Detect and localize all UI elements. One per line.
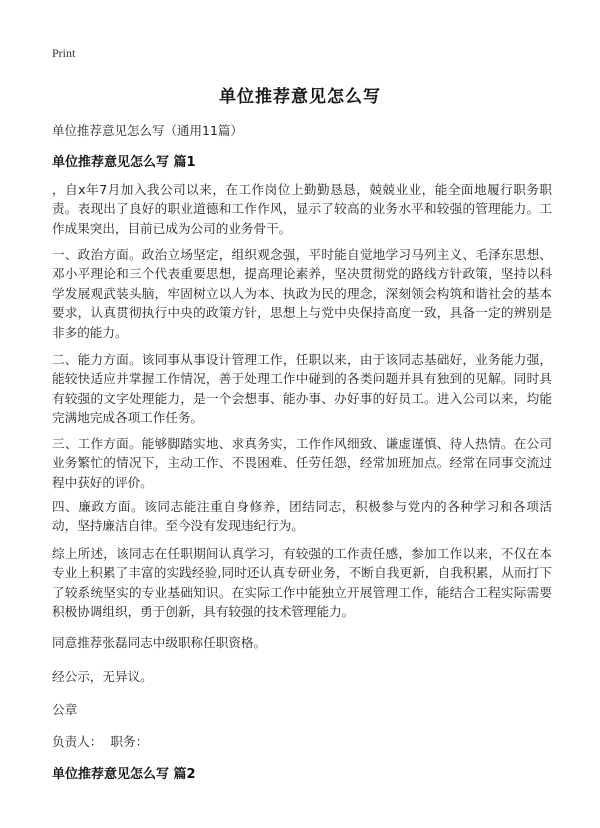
paragraph-politics: 一、政治方面。政治立场坚定，组织观念强，平时能自觉地学习马列主义、毛泽东思想、邓小平理论和三个代表重要思想，提高理论素养，坚决贯彻党的路线方针政策，坚持以科学发展观武装头脑，牢固树立以人为本、执政为民的理念，深刻领会构筑和谐社会的基本要求，认真贯彻执行中央的政策方针，思想上与党中央保持高度一致，具备一定的辨别是非多的能力。 (52, 247, 552, 340)
seal-line: 公章 (52, 702, 78, 717)
paragraph-integrity: 四、廉政方面。该同志能注重自身修养，团结同志，积极参与党内的各种学习和各项活动，坚持廉洁自律。至今没有发现违纪行为。 (52, 499, 552, 534)
paragraph-summary: 综上所述，该同志在任职期间认真学习，有较强的工作责任感，参加工作以来，不仅在本专业上积累了丰富的实践经验,同时还认真专研业务，不断自我更新，自我积累，从而打下了较系统坚实的专业基础知识。在实际工作中能独立开展管理工作，能结合工程实际需要积极协调组织，勇于创新，具有较强的技术管理能力。 (52, 546, 552, 620)
section-heading-2: 单位推荐意见怎么写 篇2 (52, 767, 196, 782)
paragraph-intro: ，自x年7月加入我公司以来，在工作岗位上勤勤恳恳，兢兢业业，能全面地履行职务职责。表现出了良好的职业道德和工作作风，显示了较高的业务水平和较强的管理能力。工作成果突出，目前已成为公司的业务骨干。 (52, 182, 552, 236)
recommend-line: 同意推荐张磊同志中级职称任职资格。 (52, 635, 267, 650)
paragraph-work: 三、工作方面。能够脚踏实地、求真务实，工作作风细致、谦虚谨慎、待人热情。在公司业务繁忙的情况下，主动工作、不畏困难、任劳任怨，经常加班加点。经常在同事交流过程中获好的评价。 (52, 436, 552, 490)
print-link[interactable]: Print (52, 46, 76, 60)
page-title: 单位推荐意见怎么写 (219, 87, 381, 107)
publicity-line: 经公示，无异议。 (52, 669, 153, 684)
document-subtitle: 单位推荐意见怎么写（通用11篇） (52, 123, 243, 138)
responsible-line: 负责人： 职务： (52, 734, 149, 749)
paragraph-ability: 二、能力方面。该同事从事设计管理工作，任职以来，由于该同志基础好，业务能力强，能较快适应并掌握工作情况，善于处理工作中碰到的各类问题并具有独到的见解。同时具有较强的文字处理能力，是一个会想事、能办事、办好事的好员工。进入公司以来，均能完满地完成各项工作任务。 (52, 352, 552, 426)
section-heading-1: 单位推荐意见怎么写 篇1 (52, 155, 196, 170)
